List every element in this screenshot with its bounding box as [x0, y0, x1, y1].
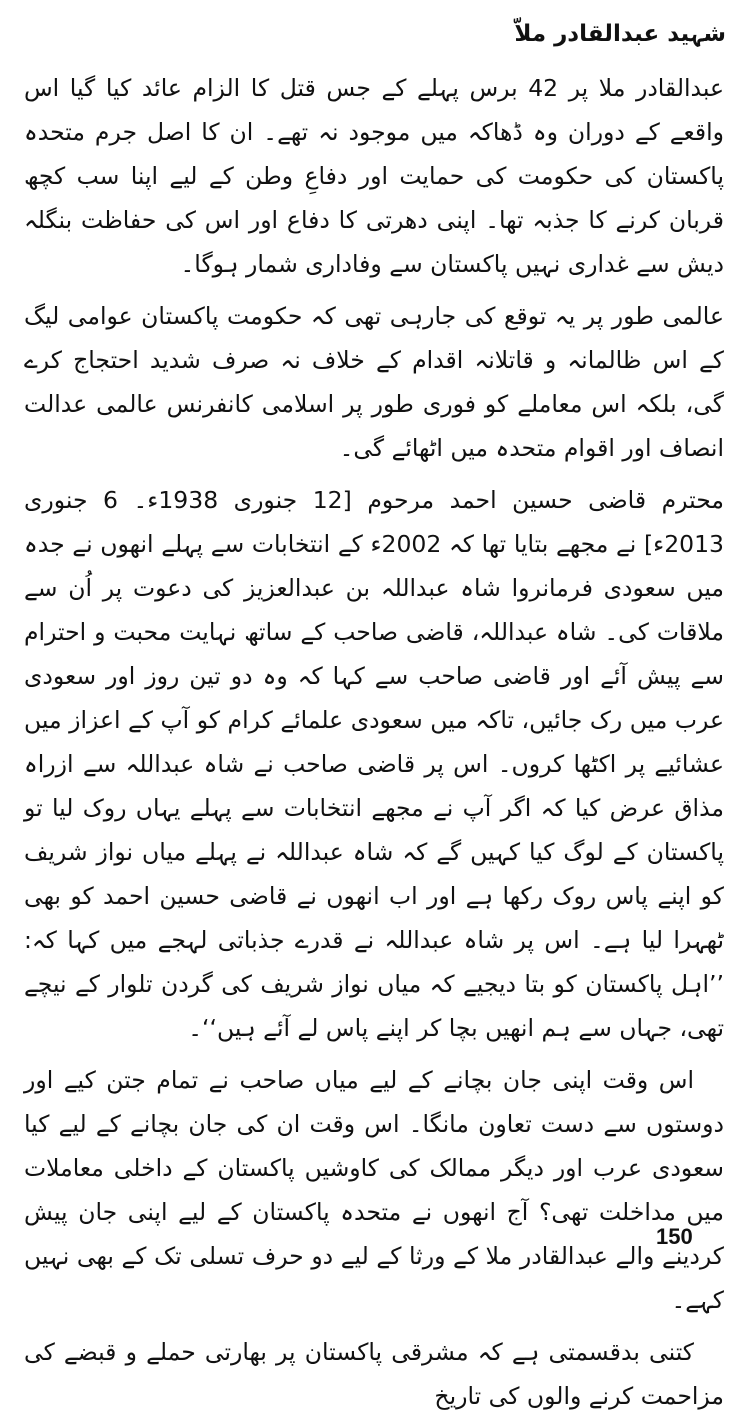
paragraph-3: محترم قاضی حسین احمد مرحوم [12 جنوری 1938ء۔ 6 جنوری 2013ء] نے مجھے بتایا تھا کہ 2002ء کے انتخابات سے پہلے انھوں نے جدہ میں سعودی فرمانروا شاہ عبداللہ بن عبدالعزیز کی دعوت پر اُن سے ملاقات کی۔ شاہ عبداللہ، قاضی صاحب کے ساتھ نہایت محبت و احترام سے پیش آئے اور قاضی صاحب سے کہا کہ وہ دو تین روز اور سعودی عرب میں رک جائیں، تاکہ میں سعودی علمائے کرام کو آپ کے اعزاز میں عشائیے پر اکٹھا کروں۔ اس پر قاضی صاحب نے شاہ عبداللہ سے ازراہ مذاق عرض کیا کہ اگر آپ نے مجھے انتخابات سے پہلے یہاں روک لیا تو پاکستان کے لوگ کیا کہیں گے کہ شاہ عبداللہ نے پہلے میاں نواز شریف کو اپنے پاس روک رکھا ہے اور اب انھوں نے قاضی حسین احمد کو بھی ٹھہرا لیا ہے۔ اس پر شاہ عبداللہ نے قدرے جذباتی لہجے میں کہا کہ: ’’اہل پاکستان کو بتا دیجیے کہ میاں نواز شریف کی گردن تلوار کے نیچے تھی، جہاں سے ہم انھیں بچا کر اپنے پاس لے آئے ہیں‘‘۔	[24, 486, 724, 1042]
running-header-title: شہید عبدالقادر ملاّ	[514, 21, 726, 47]
paragraph-2: عالمی طور پر یہ توقع کی جارہی تھی کہ حکومت پاکستان عوامی لیگ کے اس ظالمانہ و قاتلانہ اقدام کے خلاف نہ صرف شدید احتجاج کرے گی، بلکہ اس معاملے کو فوری طور پر اسلامی کانفرنس عالمی عدالت انصاف اور اقوام متحدہ میں اٹھائے گی۔	[24, 302, 724, 462]
paragraph-4: اس وقت اپنی جان بچانے کے لیے میاں صاحب نے تمام جتن کیے اور دوستوں سے دست تعاون مانگا۔ اس وقت ان کی جان بچانے کے لیے کیا سعودی عرب اور دیگر ممالک کی کاوشیں پاکستان کے داخلی معاملات میں مداخلت تھی؟ آج انھوں نے متحدہ پاکستان کے لیے اپنی جان پیش کردینے والے عبدالقادر ملا کے ورثا کے لیے دو حرف تسلی تک کے بھی نہیں کہے۔	[24, 1066, 724, 1314]
paragraph-5: کتنی بدقسمتی ہے کہ مشرقی پاکستان پر بھارتی حملے و قبضے کی مزاحمت کرنے والوں کی تاریخ	[24, 1338, 724, 1410]
body-text	[24, 66, 724, 1426]
page-number: 150	[656, 1224, 693, 1249]
paragraph-1: عبدالقادر ملا پر 42 برس پہلے کے جس قتل کا الزام عائد کیا گیا اس واقعے کے دوران وہ ڈھاکہ میں موجود نہ تھے۔ ان کا اصل جرم متحدہ پاکستان کی حکومت کی حمایت اور دفاعِ وطن کے لیے اپنا سب کچھ قربان کرنے کا جذبہ تھا۔ اپنی دھرتی کا دفاع اور اس کی حفاظت بنگلہ دیش سے غداری نہیں پاکستان سے وفاداری شمار ہوگا۔	[24, 74, 724, 278]
